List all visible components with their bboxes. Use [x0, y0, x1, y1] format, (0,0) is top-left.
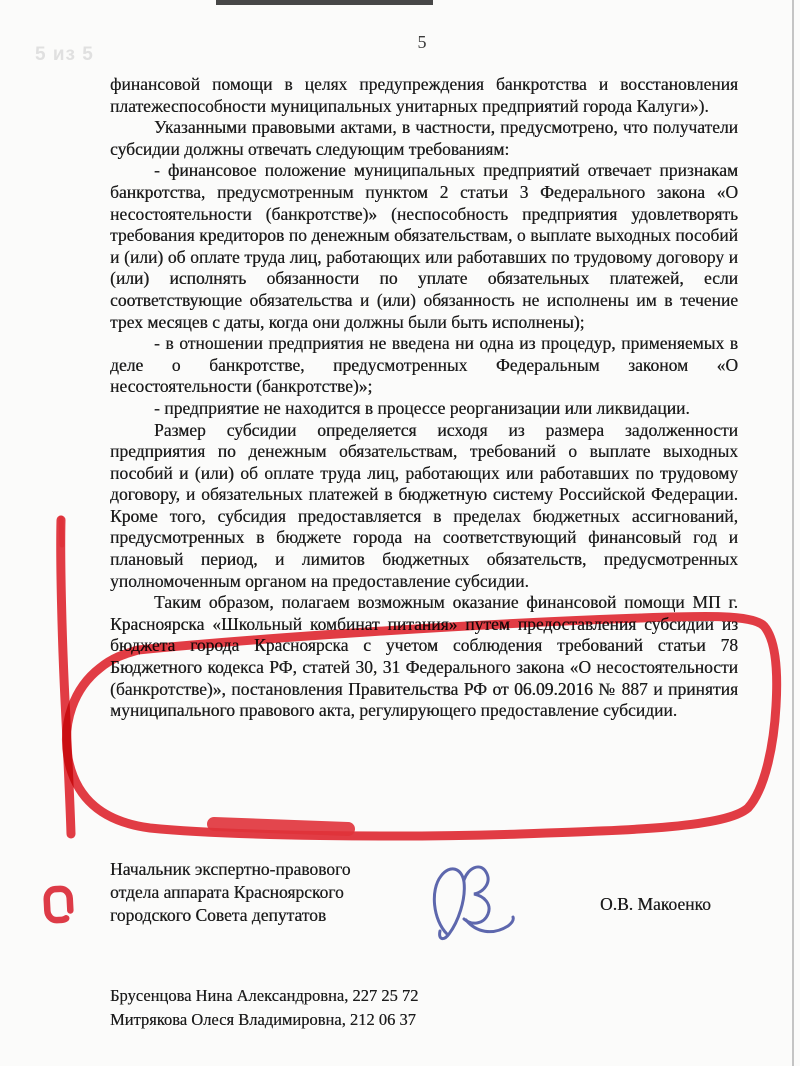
handwritten-signature-ink: [434, 867, 513, 939]
body-paragraph: Размер субсидии определяется исходя из размера задолженности предприятия по денежным обязательствам, требований о выплате выходных пособий и (или) об оплате труда лиц, работающих или работавших по трудовому договору, и обязательных платежей в бюджетную систему Российской Федерации. Кроме того, субсидия предоставляется в пределах бюджетных ассигнований, предусмотренных в бюджете города на соответствующий финансовый год и плановый период, и лимитов бюджетных обязательств, предусмотренных уполномоченным органом на предоставление субсидии.: [110, 419, 738, 591]
body-paragraph: - предприятие не находится в процессе реорганизации или ликвидации.: [154, 397, 690, 418]
red-margin-stroke: [61, 518, 71, 834]
body-paragraph: Указанными правовыми актами, в частности, предусмотрено, что получатели субсидии должны отвечать следующим требованиям:: [110, 117, 738, 159]
page-edge-shadow: [792, 0, 794, 1066]
body-paragraph: - финансовое положение муниципальных предприятий отвечает признакам банкротства, предусмотренным пунктом 2 статьи 3 Федерального закона «О несостоятельности (банкротстве)» (неспособность предприятия удовлетворять требования кредиторов по денежным обязательствам, о выплате выходных пособий и (или) об оплате труда лиц, работающих или работавших по трудовому договору и (или) исполнять обязанности по уплате обязательных платежей, если соответствующие обязательства и (или) обязанность не исполнены им в течение трех месяцев с даты, когда они должны были быть исполнены);: [110, 160, 738, 332]
contact-line: Брусенцова Нина Александровна, 227 25 72: [110, 986, 419, 1005]
contact-line: Митрякова Олеся Владимировна, 212 06 37: [110, 1009, 416, 1029]
circled-paragraph: Таким образом, полагаем возможным оказание финансовой помощи МП г. Красноярска «Школьный комбинат питания» путем предоставления субсидии из бюджета города Красноярска с учетом соблюдения требований статьи 78 Бюджетного кодекса РФ, статей 30, 31 Федерального закона «О несостоятельности (банкротстве)», постановления Правительства РФ от 06.09.2016 № 887 и принятия муниципального правового акта, регулирующего предоставление субсидии.: [110, 592, 738, 721]
page-number: 5: [417, 32, 427, 52]
body-paragraph: финансовой помощи в целях предупреждения банкротства и восстановления платежеспособности муниципальных унитарных предприятий города Калуги»).: [110, 74, 738, 116]
signature-title-line: Начальник экспертно-правового: [110, 859, 351, 879]
signer-name: О.В. Макоенко: [600, 894, 711, 914]
red-o-badge-icon: [46, 888, 71, 920]
viewer-page-counter: 5 из 5: [35, 44, 94, 65]
signature-title-line: отдела аппарата Красноярского: [110, 882, 344, 902]
signature-title: [110, 858, 410, 927]
body-paragraph: - в отношении предприятия не введена ни одна из процедур, применяемых в деле о банкротстве, предусмотренных Федеральным законом «О несостоятельности (банкротстве)»;: [110, 333, 738, 397]
top-cropped-bar: [216, 0, 433, 5]
contact-info: [110, 984, 530, 1031]
signature-title-line: городского Совета депутатов: [110, 905, 327, 925]
document-body: [110, 74, 738, 722]
